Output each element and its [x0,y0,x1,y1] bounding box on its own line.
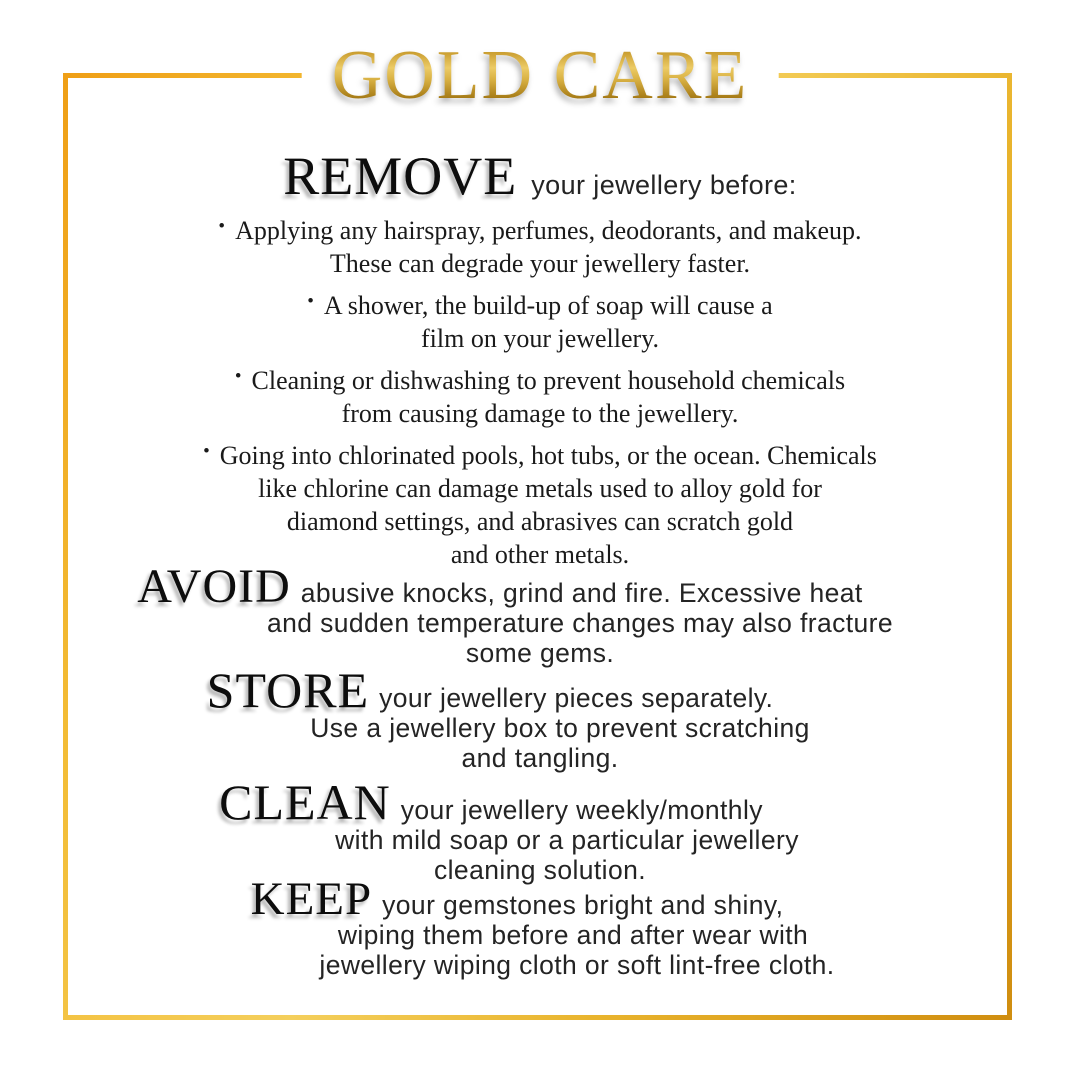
bullet-line [70,435,1010,472]
bullet-line: like chlorine can damage metals used to alloy gold for [258,474,822,503]
bullet-line: from causing damage to the jewellery. [341,399,739,428]
remove-heading: REMOVE [283,146,518,206]
bullet-line: diamond settings, and abrasives can scratch gold [286,507,794,536]
section-line [40,560,960,613]
section-line [31,774,951,830]
section-text: abusive knocks, grind and fire. Excessive heat [300,578,863,608]
page-title-text: GOLD CARE [331,37,749,114]
list-item [70,435,1010,571]
bullet-line: film on your jewellery. [420,324,660,353]
section-store [80,662,1000,773]
remove-intro: your jewellery before: [531,170,797,200]
list-item [70,285,1010,355]
bullet-dot-icon: • [203,441,210,462]
bullet-dot-icon: • [234,366,242,387]
section-line: with mild soap or a particular jewellery [335,825,799,855]
section-remove-heading-line [80,146,1000,206]
section-line [57,873,977,925]
list-item [70,210,1010,280]
section-line [30,662,950,718]
bullet-text: A shower, the build-up of soap will cause a [323,291,773,320]
keep-heading: KEEP [250,873,373,925]
bullet-text: Applying any hairspray, perfumes, deodorants, and makeup. [235,216,862,245]
section-line: jewellery wiping cloth or soft lint-free cloth. [319,950,835,980]
section-text: your jewellery weekly/monthly [400,795,763,825]
bullet-text: Cleaning or dishwashing to prevent household chemicals [251,366,846,395]
bullet-line: and other metals. [450,540,630,569]
section-line: and sudden temperature changes may also fracture [266,608,894,638]
section-clean [80,774,1000,885]
page-title [302,37,779,130]
bullet-line [70,210,1010,247]
store-heading: STORE [206,662,370,718]
section-line: cleaning solution. [434,855,646,885]
section-keep [80,873,1000,980]
bullet-line [70,285,1010,322]
section-text: your gemstones bright and shiny, [382,890,784,920]
section-line: some gems. [465,638,615,668]
section-line: Use a jewellery box to prevent scratching [310,713,810,743]
section-line: wiping them before and after wear with [337,920,809,950]
avoid-heading: AVOID [137,560,291,613]
section-line: and tangling. [461,743,619,773]
bullet-line: These can degrade your jewellery faster. [329,249,751,278]
remove-bullet-list [70,210,1010,576]
bullet-line [70,360,1010,397]
clean-heading: CLEAN [219,774,391,830]
section-avoid [80,560,1000,668]
bullet-text: Going into chlorinated pools, hot tubs, or the ocean. Chemicals [219,441,877,470]
bullet-dot-icon: • [307,291,314,312]
list-item [70,360,1010,430]
bullet-dot-icon: • [218,216,226,237]
section-text: your jewellery pieces separately. [379,683,774,713]
